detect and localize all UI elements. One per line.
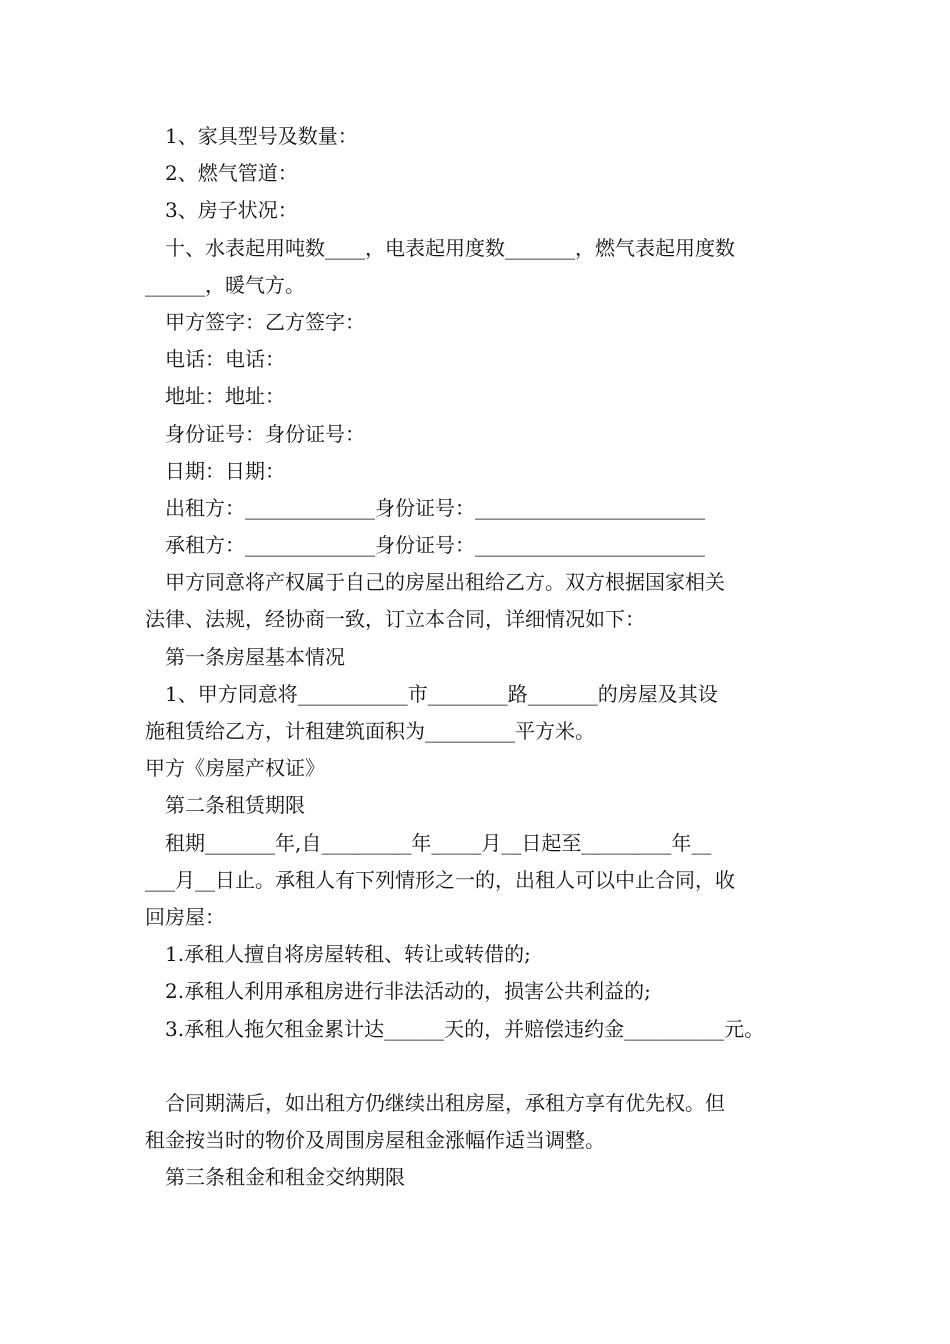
- text-line: ______，暖气方。: [145, 272, 305, 297]
- text-line: 法律、法规，经协商一致，订立本合同，详细情况如下：: [145, 607, 645, 632]
- text-line: 租金按当时的物价及周围房屋租金涨幅作适当调整。: [145, 1128, 605, 1153]
- text-line: ___月__日止。承租人有下列情形之一的，出租人可以中止合同，收: [145, 867, 735, 892]
- text-line: 第一条房屋基本情况: [165, 644, 345, 669]
- text-line: 1、家具型号及数量：: [165, 124, 358, 148]
- blank-line: [145, 1048, 825, 1085]
- document-body: [145, 118, 825, 1196]
- text-line: 3、房子状况：: [165, 198, 298, 223]
- text-line: 出租方：_____________身份证号：_______________________: [165, 495, 705, 520]
- text-line: 第三条租金和租金交纳期限: [165, 1165, 405, 1190]
- text-line: 日期：日期：: [165, 458, 285, 483]
- text-line: 地址：地址：: [165, 384, 285, 409]
- text-line: 身份证号：身份证号：: [165, 421, 365, 446]
- text-line: 2.承租人利用承租房进行非法活动的，损害公共利益的;: [165, 979, 651, 1004]
- text-line: 1、甲方同意将___________市________路_______的房屋及其设: [165, 681, 718, 706]
- text-line: 承租方：_____________身份证号：_______________________: [165, 533, 705, 558]
- text-line: 电话：电话：: [165, 347, 285, 372]
- text-line: 回房屋：: [145, 904, 225, 929]
- text-line: 施租赁给乙方，计租建筑面积为_________平方米。: [145, 719, 595, 743]
- text-line: 2、燃气管道：: [165, 161, 298, 186]
- text-line: 1.承租人擅自将房屋转租、转让或转借的;: [165, 942, 531, 967]
- text-line: 3.承租人拖欠租金累计达______天的，并赔偿违约金__________元。: [165, 1016, 765, 1041]
- text-line: 合同期满后，如出租方仍继续出租房屋，承租方享有优先权。但: [165, 1090, 725, 1115]
- text-line: 十、水表起用吨数____，电表起用度数_______，燃气表起用度数: [165, 235, 735, 260]
- text-line: 租期_______年,自_________年_____月__日起至_________年__: [165, 830, 712, 855]
- text-line: 第二条租赁期限: [165, 793, 305, 818]
- text-line: 甲方同意将产权属于自己的房屋出租给乙方。双方根据国家相关: [165, 570, 725, 595]
- text-line: 甲方《房屋产权证》: [145, 756, 325, 781]
- text-line: 甲方签字：乙方签字：: [165, 309, 365, 334]
